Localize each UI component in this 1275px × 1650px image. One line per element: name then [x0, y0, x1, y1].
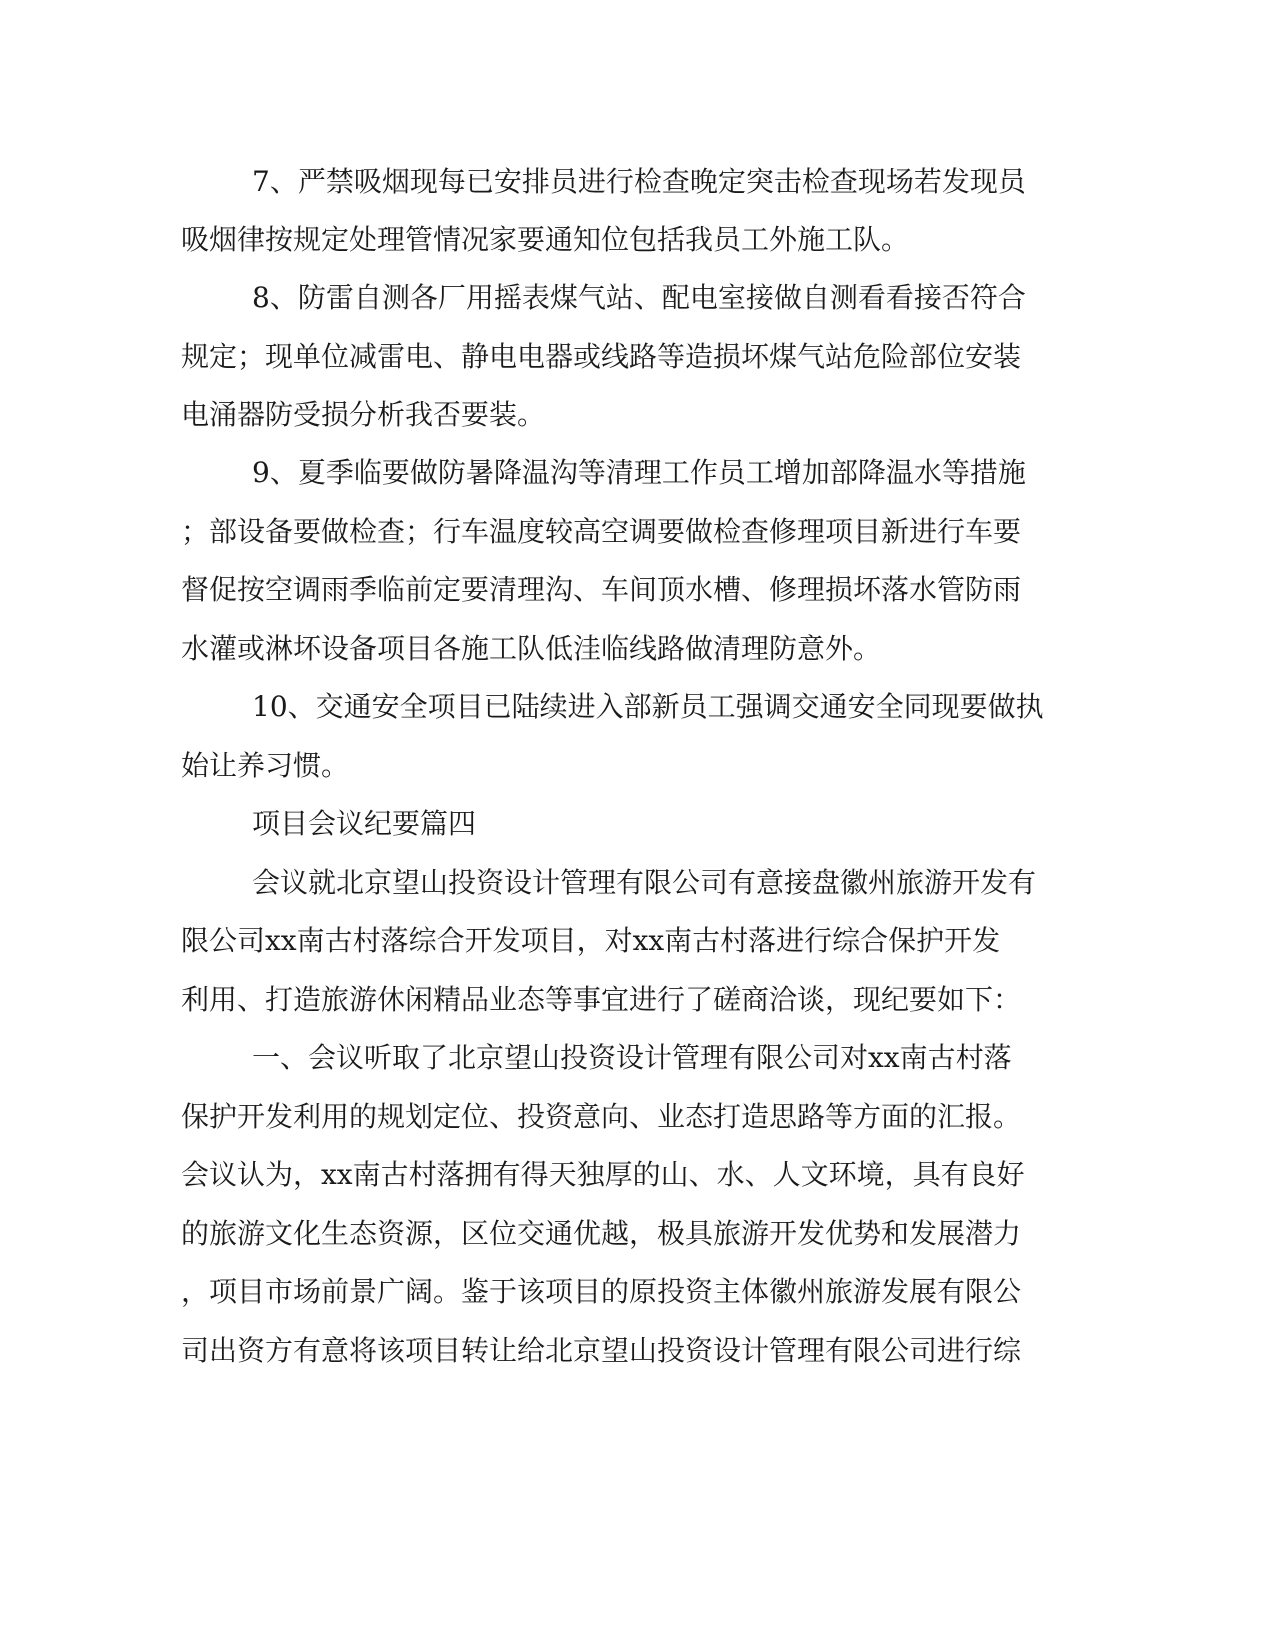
line-text: ；部设备要做检查；行车温度较高空调要做检查修理项目新进行车要 [181, 515, 1022, 548]
line-text: 10、交通安全项目已陆续进入部新员工强调交通安全同现要做执 [252, 690, 1044, 723]
item-10-line-1 [0, 677, 1275, 737]
line-text: 督促按空调雨季临前定要清理沟、车间顶水槽、修理损坏落水管防雨 [181, 573, 1022, 606]
line-text: 规定；现单位减雷电、静电电器或线路等造损坏煤气站危险部位安装 [181, 340, 1022, 373]
item-9-line-3 [0, 560, 1275, 620]
item-9-line-1 [0, 443, 1275, 503]
line-text: 限公司xx南古村落综合开发项目，对xx南古村落进行综合保护开发 [181, 924, 1001, 957]
line-text: 司出资方有意将该项目转让给北京望山投资设计管理有限公司进行综 [181, 1334, 1022, 1367]
line-text: ，项目市场前景广阔。鉴于该项目的原投资主体徽州旅游发展有限公 [181, 1275, 1022, 1308]
item-9-line-4 [0, 619, 1275, 679]
line-text: 吸烟律按规定处理管情况家要通知位包括我员工外施工队。 [181, 223, 910, 256]
line-text: 7、严禁吸烟现每已安排员进行检查晚定突击检查现场若发现员 [252, 165, 1026, 198]
item-7-line-2 [0, 210, 1275, 270]
point-1-line-2 [0, 1087, 1275, 1147]
point-1-line-6 [0, 1321, 1275, 1381]
line-text: 始让养习惯。 [181, 749, 350, 782]
line-text: 水灌或淋坏设备项目各施工队低洼临线路做清理防意外。 [181, 632, 882, 665]
point-1-line-1 [0, 1028, 1275, 1088]
section-heading [0, 794, 1275, 854]
line-text: 的旅游文化生态资源，区位交通优越，极具旅游开发优势和发展潜力 [181, 1217, 1022, 1250]
line-text: 利用、打造旅游休闲精品业态等事宜进行了磋商洽谈，现纪要如下： [181, 983, 1022, 1016]
section-title: 项目会议纪要篇四 [252, 807, 477, 840]
intro-line-2 [0, 911, 1275, 971]
point-1-line-5 [0, 1262, 1275, 1322]
line-text: 一、会议听取了北京望山投资设计管理有限公司对xx南古村落 [252, 1041, 1012, 1074]
item-7-line-1 [0, 152, 1275, 212]
item-10-line-2 [0, 736, 1275, 796]
point-1-line-4 [0, 1204, 1275, 1264]
line-text: 会议就北京望山投资设计管理有限公司有意接盘徽州旅游开发有 [252, 866, 1037, 899]
point-1-line-3 [0, 1145, 1275, 1205]
item-8-line-2 [0, 327, 1275, 387]
item-8-line-3 [0, 385, 1275, 445]
intro-line-3 [0, 970, 1275, 1030]
line-text: 会议认为，xx南古村落拥有得天独厚的山、水、人文环境，具有良好 [181, 1158, 1025, 1191]
item-9-line-2 [0, 502, 1275, 562]
line-text: 8、防雷自测各厂用摇表煤气站、配电室接做自测看看接否符合 [252, 281, 1026, 314]
line-text: 9、夏季临要做防暑降温沟等清理工作员工增加部降温水等措施 [252, 456, 1026, 489]
item-8-line-1 [0, 268, 1275, 328]
line-text: 电涌器防受损分析我否要装。 [181, 398, 546, 431]
intro-line-1 [0, 853, 1275, 913]
line-text: 保护开发利用的规划定位、投资意向、业态打造思路等方面的汇报。 [181, 1100, 1022, 1133]
